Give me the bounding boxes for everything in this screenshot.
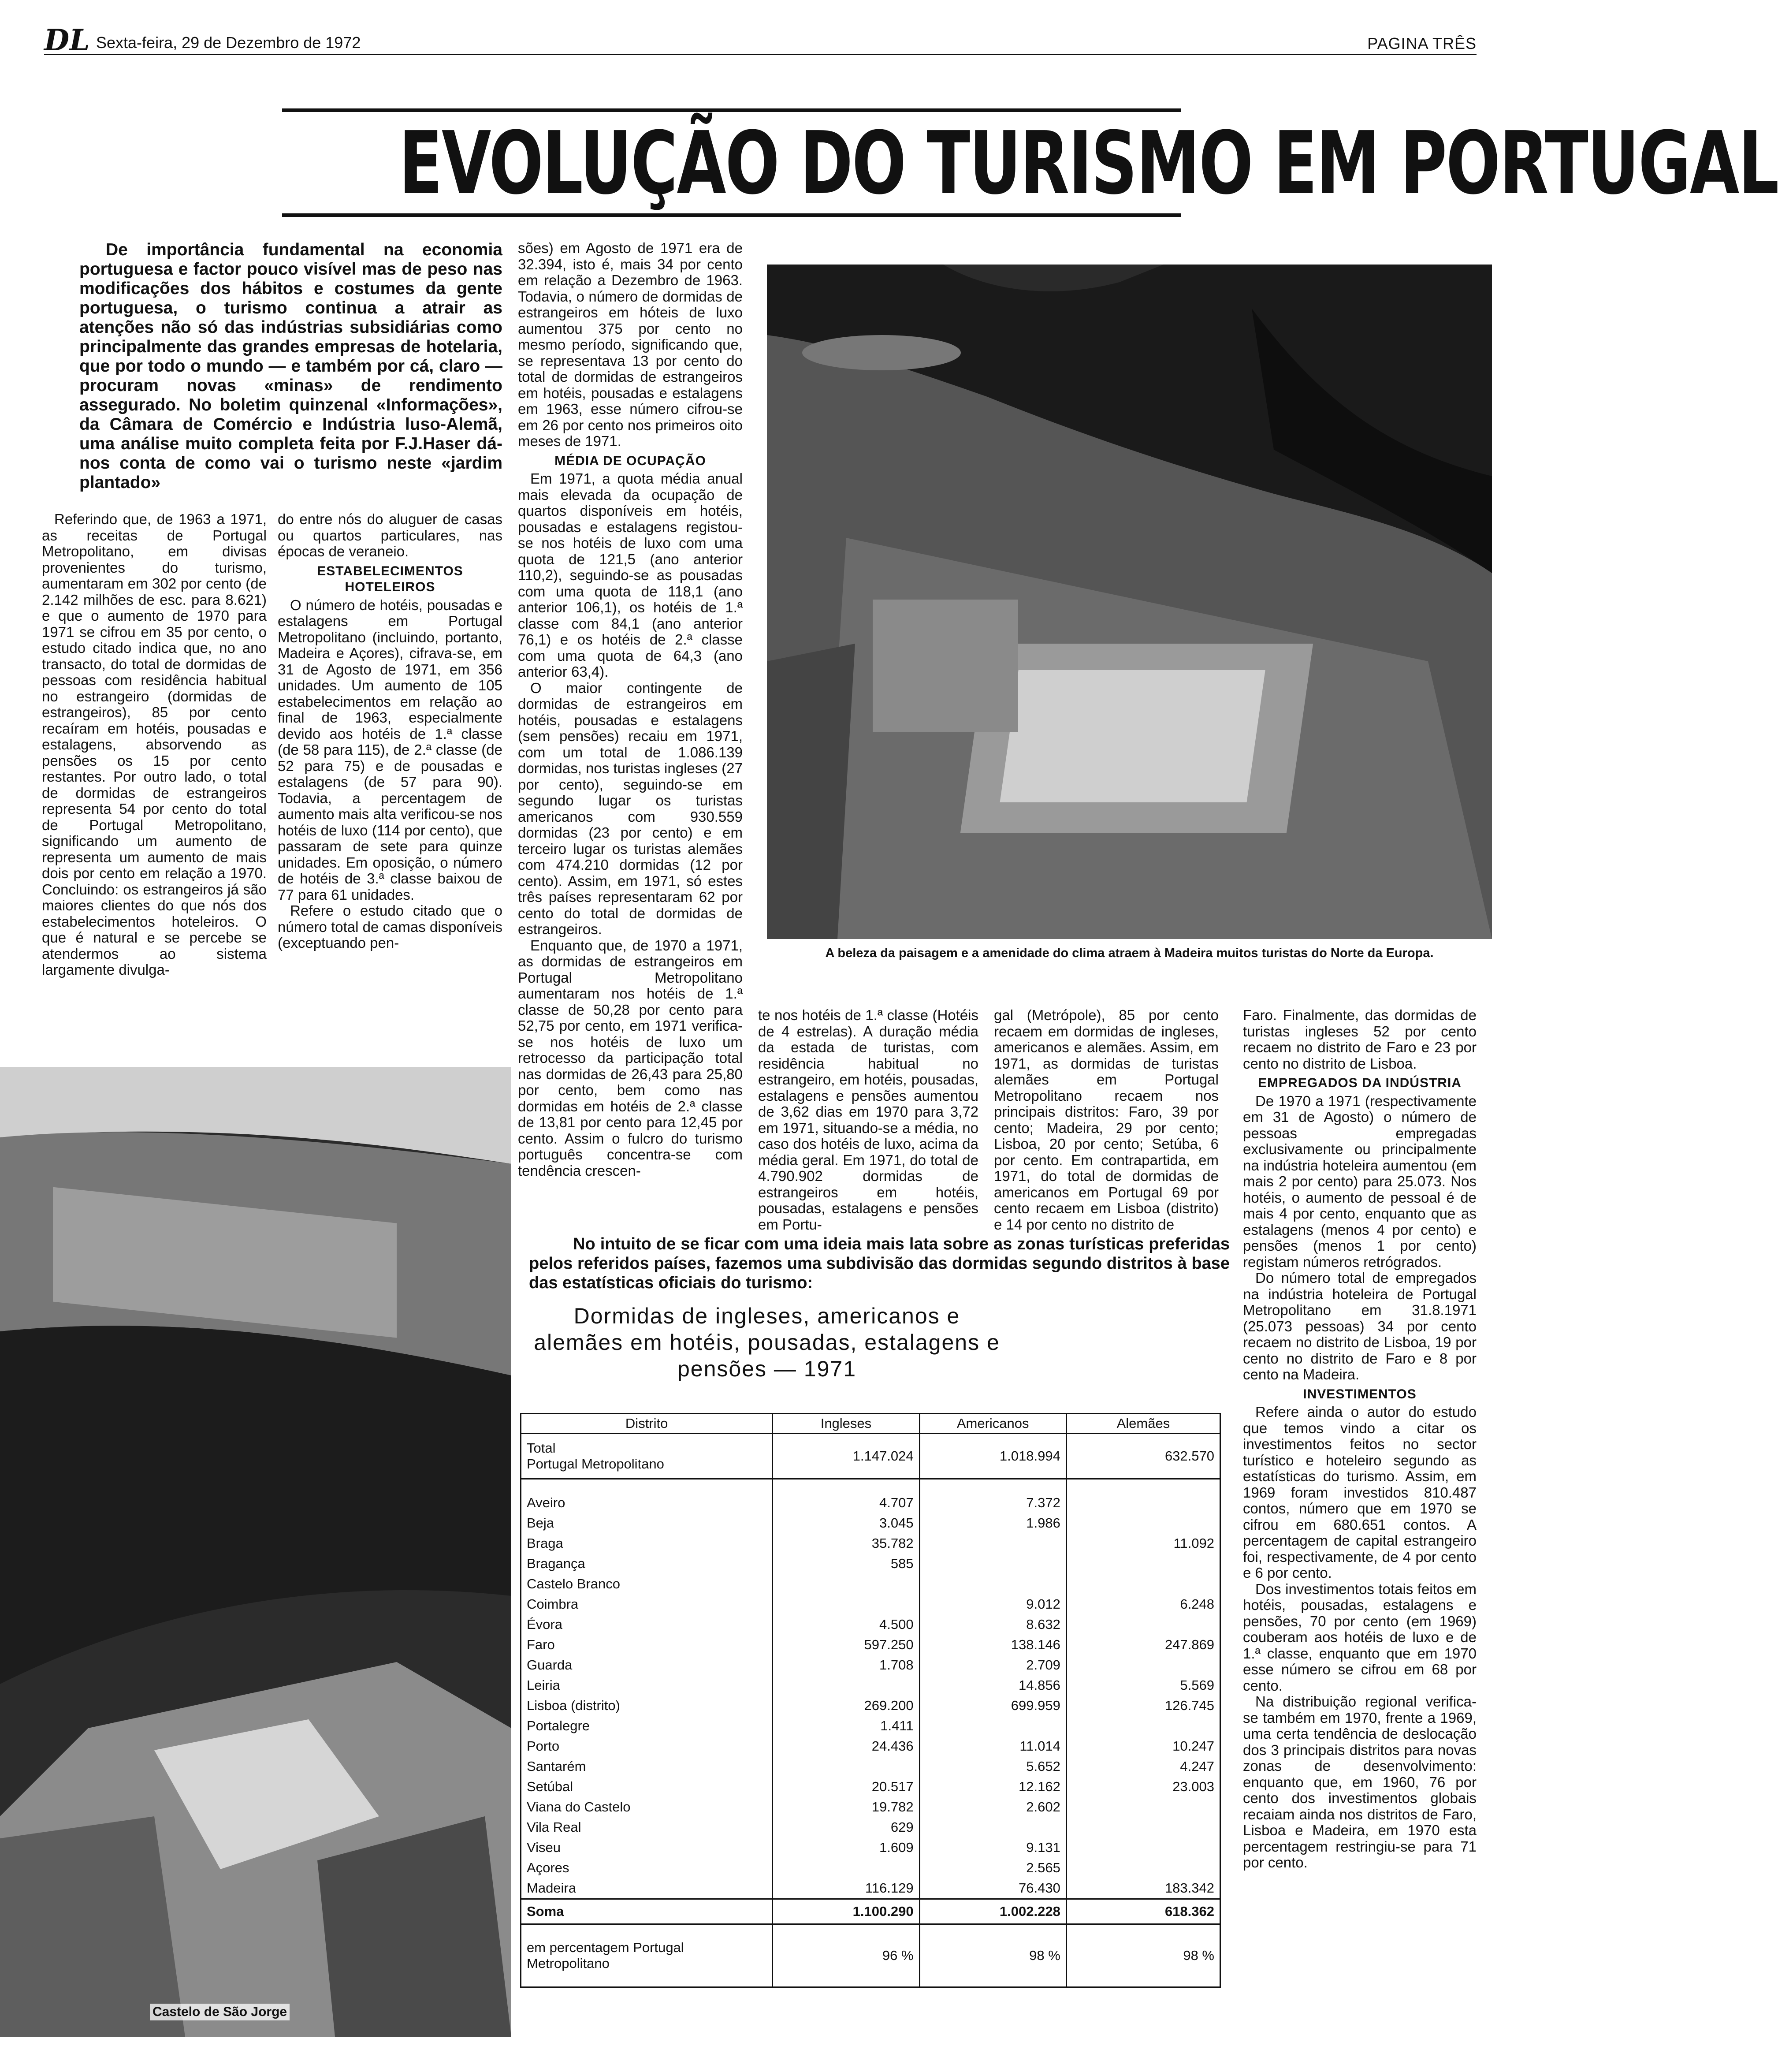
percentage-alemaes: 98 % <box>1066 1924 1220 1987</box>
col3-text-d: Enquanto que, de 1970 a 1971, as dormidas de estrangeiros em Portugal Metropolitano aumentaram nos hotéis de 1.ª classe de 50,28 por cento para 52,75 por cento, em 1971 verifica-se nos hotéis de luxo um retrocesso da participação total nas dormidas de 26,43 para 25,80 por cento, bem como nas dormidas em hotéis de 2.ª classe de 13,81 por cento para 12,45 por cento. Assim o fulcro do turismo português concentra-se com tendência crescen- <box>518 937 743 1179</box>
percentage-label: em percentagem Portugal Metropolitano <box>521 1924 773 1987</box>
district-name: Viana do Castelo <box>521 1797 773 1817</box>
soma-americanos: 1.002.228 <box>919 1899 1066 1924</box>
alemaes-value: 10.247 <box>1066 1736 1220 1756</box>
ingleses-value: 269.200 <box>773 1696 919 1716</box>
ingleses-value <box>773 1756 919 1777</box>
table-row <box>521 1574 1220 1594</box>
ingleses-value <box>773 1574 919 1594</box>
table-row <box>521 1858 1220 1878</box>
lead-text: De importância fundamental na economia portuguesa e factor pouco visível mas de peso nas modificações dos hábitos e costumes da gente portuguesa, o turismo continua a atrair as atenções não só das indústrias subsidiárias como principalmente das grandes empresas de hotelaria, que por todo o mundo — e também por cá, claro — procuram novas «minas» de rendimento assegurado. No boletim quinzenal «Informações», da Câmara de Comércio e Indústria luso-Alemã, uma análise muito completa feita por F.J.Haser dá-nos conta de como vai o turismo neste «jardim plantado» <box>79 240 502 492</box>
alemaes-value <box>1066 1513 1220 1533</box>
district-name: Coimbra <box>521 1594 773 1614</box>
americanos-value <box>919 1574 1066 1594</box>
header-ingleses: Ingleses <box>773 1414 919 1434</box>
percentage-americanos: 98 % <box>919 1924 1066 1987</box>
column-4 <box>758 1007 978 1233</box>
castelo-photo <box>0 1067 511 2037</box>
table-intro-text: No intuito de se ficar com uma ideia mais lata sobre as zonas turísticas preferidas pelos referidos países, fazemos uma subdivisão das dormidas segundo distritos à base das estatísticas oficiais do turismo: <box>529 1235 1230 1292</box>
alemaes-value: 247.869 <box>1066 1635 1220 1655</box>
district-name: Portalegre <box>521 1716 773 1736</box>
col6-text-f: Na distribuição regional verifica-se também em 1970, frente a 1969, uma certa tendência de deslocação dos 3 principais distritos para novas zonas de desenvolvimento: enquanto que, em 1960, 76 por cento dos investimentos globais recaiam ainda nos distritos de Faro, Lisboa e Madeira, em 1970 esta percentagem restringiu-se para 71 por cento. <box>1243 1693 1477 1871</box>
headline: EVOLUÇÃO DO TURISMO EM PORTUGAL <box>399 113 1778 214</box>
col3-text-a: sões) em Agosto de 1971 era de 32.394, isto é, mais 34 por cento em relação a Dezembro de 1963. Todavia, o número de dormidas de estrangeiros em hóteis de luxo aumentou 375 por cento no mesmo período, significando que, se representava 13 por cento do total de dormidas de estrangeiros em hotéis, pousadas e estalagens em 1963, esse número cifrou-se em 26 por cento nos primeiros oito meses de 1971. <box>518 240 743 449</box>
americanos-value: 14.856 <box>919 1675 1066 1696</box>
ingleses-value: 585 <box>773 1554 919 1574</box>
ingleses-value: 19.782 <box>773 1797 919 1817</box>
americanos-value: 138.146 <box>919 1635 1066 1655</box>
soma-row <box>521 1899 1220 1924</box>
americanos-value: 8.632 <box>919 1614 1066 1635</box>
castelo-photo-caption: Castelo de São Jorge <box>150 2004 290 2020</box>
ingleses-value <box>773 1858 919 1878</box>
alemaes-value <box>1066 1797 1220 1817</box>
col2-text-c: Refere o estudo citado que o número total de camas disponíveis (exceptuando pen- <box>278 902 502 951</box>
americanos-value: 699.959 <box>919 1696 1066 1716</box>
alemaes-value <box>1066 1716 1220 1736</box>
total-label-line1: Total <box>527 1440 556 1456</box>
dormidas-table <box>520 1413 1221 1988</box>
americanos-value: 9.131 <box>919 1837 1066 1858</box>
district-name: Setúbal <box>521 1777 773 1797</box>
col2-text-b: O número de hotéis, pousadas e estalagens em Portugal Metropolitano (incluindo, portanto, Madeira e Açores), cifrava-se, em 31 de Agosto de 1971, em 356 unidades. Um aumento de 105 estabelecimentos em relação ao final de 1963, especialmente devido aos hotéis de 1.ª classe (de 58 para 115), de 2.ª classe (de 52 para 75) e de pousadas e estalagens (de 57 para 90). Todavia, a percentagem de aumento mais alta verificou-se nos hotéis de luxo (114 por cento), que passaram de sete para quinze unidades. Em oposição, o número de hotéis de 3.ª classe baixou de 77 para 61 unidades. <box>278 596 502 903</box>
column-6 <box>1243 1007 1477 1871</box>
table-row <box>521 1837 1220 1858</box>
column-2 <box>278 511 502 951</box>
col4-text: te nos hotéis de 1.ª classe (Hotéis de 4 estrelas). A duração média da estada de turistas, com residência habitual no estrangeiro, em hotéis, pousadas, estalagens e pensões aumentou de 3,62 dias em 1970 para 3,72 em 1971, situando-se a média, no caso dos hotéis de luxo, acima da média geral. Em 1971, do total de 4.790.902 dormidas de estrangeiros em hotéis, pousadas, estalagens e pensões em Portu- <box>758 1007 978 1233</box>
ingleses-value: 597.250 <box>773 1635 919 1655</box>
alemaes-value <box>1066 1858 1220 1878</box>
ingleses-value: 4.500 <box>773 1614 919 1635</box>
alemaes-value: 5.569 <box>1066 1675 1220 1696</box>
col5-text: gal (Metrópole), 85 por cento recaem em dormidas de ingleses, americanos e alemães. Assim, em 1971, as dormidas de turistas alemães em Portugal Metropolitano recaem nos principais distritos: Faro, 39 por cento; Madeira, 29 por cento; Lisboa, 20 por cento; Setúba, 6 por cento. Em contrapartida, em 1971, do total de dormidas de americanos em Portugal 69 por cento recaem em Lisboa (distrito) e 14 por cento no distrito de <box>994 1007 1219 1233</box>
district-name: Leiria <box>521 1675 773 1696</box>
ingleses-value <box>773 1675 919 1696</box>
headline-box <box>282 108 1778 217</box>
col6-text-e: Dos investimentos totais feitos em hotéis, pousadas, estalagens e pensões, 70 por cento (em 1969) couberam aos hotéis de luxo e de 1.ª classe, enquanto que em 1970 esse número se cifrou em 68 por cento. <box>1243 1580 1477 1694</box>
col6-heading-investments: INVESTIMENTOS <box>1303 1386 1417 1401</box>
ingleses-value: 35.782 <box>773 1533 919 1554</box>
table-row <box>521 1736 1220 1756</box>
americanos-value: 12.162 <box>919 1777 1066 1797</box>
district-name: Guarda <box>521 1655 773 1675</box>
americanos-value: 2.565 <box>919 1858 1066 1878</box>
col6-text-d: Refere ainda o autor do estudo que temos vindo a citar os investimentos feitos no sector turístico e hoteleiro segundo as estatísticas do turismo. Assim, em 1969 foram investidos 810.487 contos, número que em 1970 se cifrou em 680.651 contos. A percentagem de capital estrangeiro foi, respectivamente, de 4 por cento e 6 por cento. <box>1243 1404 1477 1581</box>
ingleses-value: 20.517 <box>773 1777 919 1797</box>
madeira-photo-caption: A beleza da paisagem e a amenidade do clima atraem à Madeira muitos turistas do Norte da Europa. <box>825 946 1434 960</box>
col6-text-a: Faro. Finalmente, das dormidas de turistas ingleses 52 por cento recaem no distrito de Faro e 23 por cento no distrito de Lisboa. <box>1243 1007 1477 1072</box>
americanos-value: 76.430 <box>919 1878 1066 1899</box>
ingleses-value: 1.411 <box>773 1716 919 1736</box>
table-row <box>521 1533 1220 1554</box>
masthead <box>44 23 1477 57</box>
table-header-row <box>521 1414 1220 1434</box>
table-row <box>521 1756 1220 1777</box>
col6-text-c: Do número total de empregados na indústria hoteleira de Portugal Metropolitano em 31.8.1971 (25.073 pessoas) 34 por cento recaem no distrito de Lisboa, 19 por cento no distrito de Faro e 8 por cento na Madeira. <box>1243 1270 1477 1383</box>
table-row <box>521 1493 1220 1513</box>
col6-text-b: De 1970 a 1971 (respectivamente em 31 de Agosto) o número de pessoas empregadas exclusivamente ou principalmente na indústria hoteleira aumentou (em mais 2 por cento) para 25.073. Nos hotéis, o aumento de pessoal é de mais 4 por cento, enquanto que as estalagens (menos 4 por cento) e pensões (menos 1 por cento) registam números retrógrados. <box>1243 1092 1477 1270</box>
col1-text: Referindo que, de 1963 a 1971, as receitas de Portugal Metropolitano, em divisas provenientes do turismo, aumentaram em 302 por cento (de 2.142 milhões de esc. para 8.621) e que o aumento de 1970 para 1971 se cifrou em 35 por cento, o estudo citado indica que, no ano transacto, do total de dormidas de pessoas com residência habitual no estrangeiro (dormidas de estrangeiros), 85 por cento recaíram em hotéis, pousadas e estalagens, absorvendo as pensões os 15 por cento restantes. Por outro lado, o total de dormidas de estrangeiros representa 54 por cento do total de Portugal Metropolitano, significando um aumento de representa um aumento de mais dois por cento em relação a 1970. Concluindo: os estrangeiros já são maiores clientes do que nós dos estabelecimentos hoteleiros. O que é natural e se percebe se atendermos ao sistema largamente divulga- <box>42 511 267 978</box>
table-row <box>521 1675 1220 1696</box>
soma-alemaes: 618.362 <box>1066 1899 1220 1924</box>
header-alemaes: Alemães <box>1066 1414 1220 1434</box>
total-americanos: 1.018.994 <box>919 1434 1066 1479</box>
alemaes-value <box>1066 1493 1220 1513</box>
americanos-value <box>919 1533 1066 1554</box>
ingleses-value: 24.436 <box>773 1736 919 1756</box>
alemaes-value: 183.342 <box>1066 1878 1220 1899</box>
alemaes-value <box>1066 1837 1220 1858</box>
total-ingleses: 1.147.024 <box>773 1434 919 1479</box>
table-row <box>521 1817 1220 1837</box>
table-row <box>521 1797 1220 1817</box>
table-row <box>521 1594 1220 1614</box>
district-name: Porto <box>521 1736 773 1756</box>
alemaes-value <box>1066 1554 1220 1574</box>
column-5 <box>994 1007 1219 1233</box>
americanos-value <box>919 1554 1066 1574</box>
ingleses-value: 4.707 <box>773 1493 919 1513</box>
district-name: Castelo Branco <box>521 1574 773 1594</box>
americanos-value: 11.014 <box>919 1736 1066 1756</box>
ingleses-value: 116.129 <box>773 1878 919 1899</box>
col6-heading-employees: EMPREGADOS DA INDÚSTRIA <box>1258 1076 1462 1090</box>
table-row <box>521 1655 1220 1675</box>
col2-text-a: do entre nós do aluguer de casas ou quartos particulares, nas épocas de veraneio. <box>278 511 502 559</box>
header-americanos: Americanos <box>919 1414 1066 1434</box>
column-3 <box>518 240 743 1179</box>
col3-heading: MÉDIA DE OCUPAÇÃO <box>554 453 706 468</box>
alemaes-value: 6.248 <box>1066 1594 1220 1614</box>
alemaes-value <box>1066 1817 1220 1837</box>
madeira-photo <box>767 265 1492 939</box>
alemaes-value <box>1066 1614 1220 1635</box>
percentage-ingleses: 96 % <box>773 1924 919 1987</box>
district-name: Madeira <box>521 1878 773 1899</box>
total-row <box>521 1434 1220 1479</box>
americanos-value: 9.012 <box>919 1594 1066 1614</box>
ingleses-value: 3.045 <box>773 1513 919 1533</box>
district-name: Faro <box>521 1635 773 1655</box>
total-label <box>521 1434 773 1479</box>
page-number: PAGINA TRÊS <box>1367 34 1477 52</box>
americanos-value: 1.986 <box>919 1513 1066 1533</box>
ingleses-value <box>773 1594 919 1614</box>
district-name: Viseu <box>521 1837 773 1858</box>
alemaes-value: 4.247 <box>1066 1756 1220 1777</box>
alemaes-value: 126.745 <box>1066 1696 1220 1716</box>
ingleses-value: 1.708 <box>773 1655 919 1675</box>
district-name: Évora <box>521 1614 773 1635</box>
castelo-photo-image <box>0 1067 511 2037</box>
americanos-value <box>919 1716 1066 1736</box>
col3-text-c: O maior contingente de dormidas de estrangeiros em hotéis, pousadas e estalagens (sem pensões) recaiu em 1971, com um total de 1.086.139 dormidas, nos turistas ingleses (27 por cento), seguindo-se em segundo lugar os turistas americanos com 930.559 dormidas (23 por cento) e em terceiro lugar os turistas alemães com 474.210 dormidas (12 por cento). Assim, em 1971, só estes três países representaram 62 por cento do total de dormidas de estrangeiros. <box>518 679 743 937</box>
district-name: Santarém <box>521 1756 773 1777</box>
alemaes-value: 11.092 <box>1066 1533 1220 1554</box>
district-name: Aveiro <box>521 1493 773 1513</box>
column-1 <box>42 511 267 978</box>
table-row <box>521 1635 1220 1655</box>
table-title: Dormidas de ingleses, americanos e alemães em hotéis, pousadas, estalagens e pensões — 1971 <box>534 1304 1000 1381</box>
percentage-row <box>521 1924 1220 1987</box>
americanos-value: 2.602 <box>919 1797 1066 1817</box>
table-row <box>521 1878 1220 1899</box>
table-row <box>521 1554 1220 1574</box>
madeira-photo-image <box>767 265 1492 939</box>
lead-paragraph <box>79 240 502 492</box>
dateline: Sexta-feira, 29 de Dezembro de 1972 <box>96 34 361 52</box>
alemaes-value: 23.003 <box>1066 1777 1220 1797</box>
table-row <box>521 1513 1220 1533</box>
newspaper-logo: DL <box>44 23 90 57</box>
district-name: Vila Real <box>521 1817 773 1837</box>
alemaes-value <box>1066 1574 1220 1594</box>
americanos-value: 7.372 <box>919 1493 1066 1513</box>
soma-ingleses: 1.100.290 <box>773 1899 919 1924</box>
soma-label: Soma <box>521 1899 773 1924</box>
table-row <box>521 1777 1220 1797</box>
americanos-value: 2.709 <box>919 1655 1066 1675</box>
total-label-line2: Portugal Metropolitano <box>527 1456 664 1472</box>
americanos-value <box>919 1817 1066 1837</box>
ingleses-value: 629 <box>773 1817 919 1837</box>
district-name: Bragança <box>521 1554 773 1574</box>
alemaes-value <box>1066 1655 1220 1675</box>
table-intro <box>529 1234 1230 1293</box>
col3-text-b: Em 1971, a quota média anual mais elevada da ocupação de quartos disponíveis em hotéis, pousadas e estalagens registou-se nos hotéis de luxo com uma quota de 121,5 (ano anterior 110,2), seguindo-se as pousadas com uma quota de 118,1 (ano anterior 106,1), os hotéis de 1.ª classe com 84,1 (ano anterior 76,1) e os hotéis de 2.ª classe com uma quota de 64,3 (ano anterior 63,4). <box>518 470 743 680</box>
americanos-value: 5.652 <box>919 1756 1066 1777</box>
district-name: Açores <box>521 1858 773 1878</box>
total-alemaes: 632.570 <box>1066 1434 1220 1479</box>
col2-heading: ESTABELECIMENTOS HOTELEIROS <box>317 563 463 594</box>
district-name: Lisboa (distrito) <box>521 1696 773 1716</box>
district-name: Braga <box>521 1533 773 1554</box>
table-spacer-row <box>521 1479 1220 1493</box>
table-row <box>521 1696 1220 1716</box>
table-row <box>521 1716 1220 1736</box>
ingleses-value: 1.609 <box>773 1837 919 1858</box>
district-name: Beja <box>521 1513 773 1533</box>
header-distrito: Distrito <box>521 1414 773 1434</box>
table-row <box>521 1614 1220 1635</box>
